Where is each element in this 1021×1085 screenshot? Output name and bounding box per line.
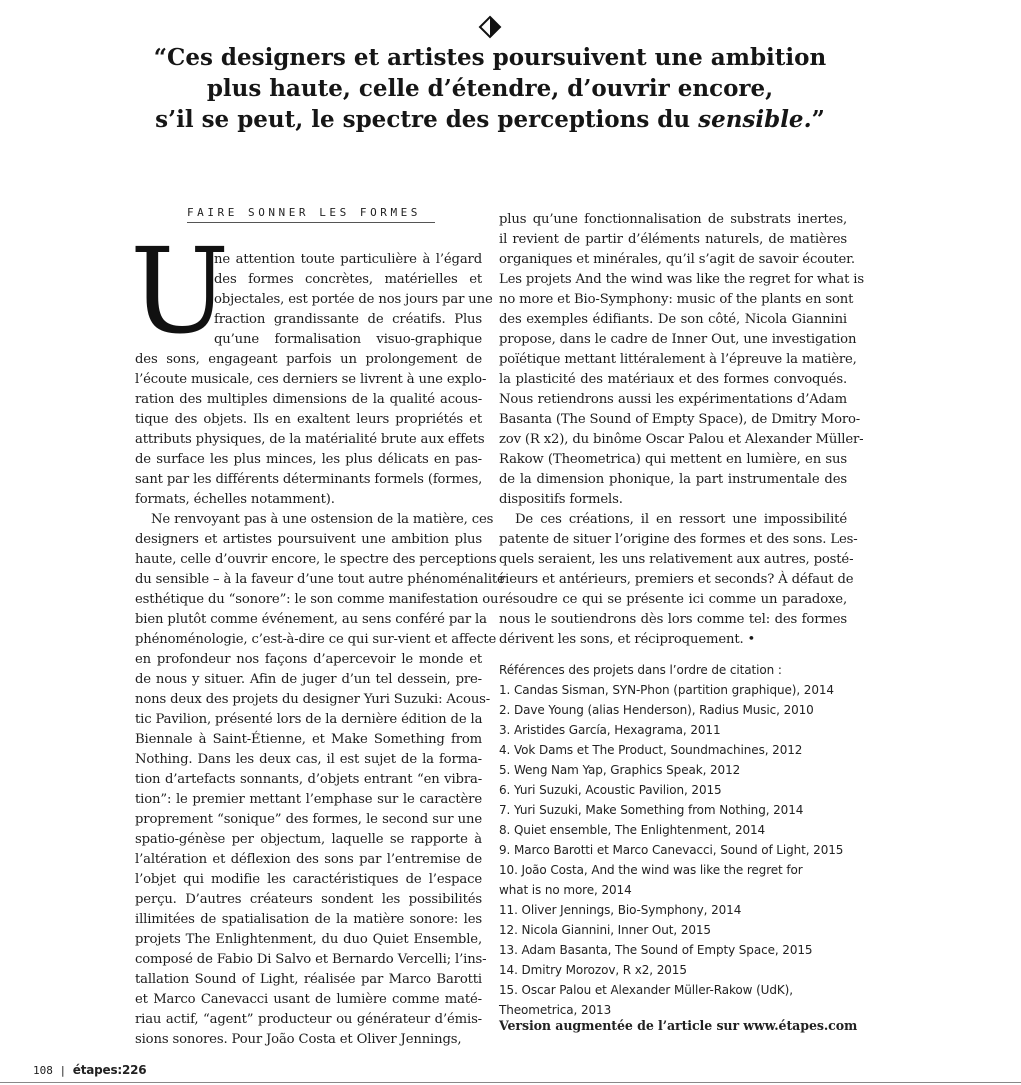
- right_column-line: dispositifs formels.: [499, 492, 623, 507]
- right_column-line: no more et Bio-Symphony: music of the plants en sont: [499, 292, 854, 307]
- left_column-line: l’écoute musicale, ces derniers se livrent à une explo-: [135, 372, 487, 387]
- right_column-line: quels seraient, les uns relativement aux autres, posté-: [499, 552, 854, 567]
- reference-item: 10. João Costa, And the wind was like the regret for: [499, 863, 803, 877]
- left_column-line: composé de Fabio Di Salvo et Bernardo Vercelli; l’ins-: [135, 952, 487, 967]
- drop-cap-letter: U: [130, 222, 230, 360]
- pull-quote-emphasis: sensible.: [698, 106, 812, 133]
- pull-quote-line: “Ces designers et artistes poursuivent une ambition: [153, 44, 827, 71]
- left_column-line: Nothing. Dans les deux cas, il est sujet de la forma-: [135, 752, 482, 767]
- right_column-line: zov (R x2), du binôme Oscar Palou et Alexander Müller-: [499, 432, 864, 447]
- magazine-issue: étapes:226: [72, 1063, 147, 1077]
- left_column-line: sant par les différents déterminants formels (formes,: [135, 472, 483, 487]
- left_column-line: du sensible – à la faveur d’une tout autre phénoménalité: [135, 572, 505, 587]
- right_column-line: dérivent les sons, et réciproquement. •: [499, 632, 756, 647]
- pull-quote: [110, 42, 870, 135]
- left_column-line: qu’une formalisation visuo-graphique: [214, 332, 482, 347]
- left_column-line: tique des objets. Ils en exaltent leurs propriétés et: [135, 412, 482, 427]
- left_column-line: haute, celle d’ouvrir encore, le spectre des perceptions: [135, 552, 497, 567]
- right_column-line: Basanta (The Sound of Empty Space), de Dmitry Moro-: [499, 412, 861, 427]
- reference-item: 4. Vok Dams et The Product, Soundmachines, 2012: [499, 743, 803, 757]
- reference-item: what is no more, 2014: [499, 883, 632, 897]
- left_column-line: de nous y situer. Afin de juger d’un tel dessein, pre-: [135, 672, 482, 687]
- left_column-line: bien plutôt comme événement, au sens conféré par la: [135, 612, 487, 627]
- right_column-line: De ces créations, il en ressort une impossibilité: [515, 512, 847, 527]
- page-footer: [33, 1063, 146, 1077]
- left_column-line: riau actif, “agent” producteur ou générateur d’émis-: [135, 1012, 482, 1027]
- right_column-line: résoudre ce qui se présente ici comme un paradoxe,: [499, 592, 847, 607]
- references-heading: Références des projets dans l’ordre de citation :: [499, 663, 782, 677]
- left_column-line: esthétique du “sonore”: le son comme manifestation ou: [135, 592, 499, 607]
- right_column-line: Les projets And the wind was like the regret for what is: [499, 272, 864, 287]
- left_column-line: proprement “sonique” des formes, le second sur une: [135, 812, 482, 827]
- right_column-line: propose, dans le cadre de Inner Out, une investigation: [499, 332, 857, 347]
- pull-quote-text: s’il se peut, le spectre des perceptions du: [155, 106, 699, 133]
- reference-item: 9. Marco Barotti et Marco Canevacci, Sound of Light, 2015: [499, 843, 844, 857]
- left_column-line: spatio-génèse per objectum, laquelle se rapporte à: [135, 832, 482, 847]
- left_column-line: en profondeur nos façons d’apercevoir le monde et: [135, 652, 482, 667]
- right_column-line: Nous retiendrons aussi les expérimentations d’Adam: [499, 392, 847, 407]
- right_column-line: organiques et minérales, qu’il s’agit de savoir écouter.: [499, 252, 855, 267]
- left_column-line: objectales, est portée de nos jours par une: [214, 292, 493, 307]
- left_column-line: projets The Enlightenment, du duo Quiet Ensemble,: [135, 932, 482, 947]
- footer-separator: |: [59, 1064, 67, 1077]
- section-heading: FAIRE SONNER LES FORMES: [187, 206, 435, 223]
- right_column-line: plus qu’une fonctionnalisation de substrats inertes,: [499, 212, 847, 227]
- left_column-line: Ne renvoyant pas à une ostension de la matière, ces: [151, 512, 494, 527]
- left_column-line: formats, échelles notamment).: [135, 492, 335, 507]
- reference-item: 1. Candas Sisman, SYN-Phon (partition graphique), 2014: [499, 683, 834, 697]
- left_column-line: nons deux des projets du designer Yuri Suzuki: Acous-: [135, 692, 491, 707]
- left_column-line: l’altération et déflexion des sons par l’entremise de: [135, 852, 482, 867]
- reference-item: 5. Weng Nam Yap, Graphics Speak, 2012: [499, 763, 741, 777]
- reference-item: 3. Aristides García, Hexagrama, 2011: [499, 723, 721, 737]
- reference-item: 13. Adam Basanta, The Sound of Empty Space, 2015: [499, 943, 813, 957]
- left_column-line: tic Pavilion, présenté lors de la dernière édition de la: [135, 712, 483, 727]
- reference-item: 8. Quiet ensemble, The Enlightenment, 2014: [499, 823, 766, 837]
- left_column-line: l’objet qui modifie les caractéristiques de l’espace: [135, 872, 482, 887]
- reference-item: 15. Oscar Palou et Alexander Müller-Rakow (UdK),: [499, 983, 793, 997]
- diamond-ornament-icon: [479, 16, 501, 38]
- article-link[interactable]: Version augmentée de l’article sur www.étapes.com: [499, 1018, 858, 1033]
- reference-item: 11. Oliver Jennings, Bio-Symphony, 2014: [499, 903, 742, 917]
- reference-item: 14. Dmitry Morozov, R x2, 2015: [499, 963, 687, 977]
- pull-quote-line: [110, 104, 870, 135]
- right_column-line: la plasticité des matériaux et des formes convoqués.: [499, 372, 847, 387]
- left_column-line: attributs physiques, de la matérialité brute aux effets: [135, 432, 485, 447]
- footer-rule: [0, 1082, 1021, 1083]
- left_column-line: illimitées de spatialisation de la matière sonore: les: [135, 912, 482, 927]
- left_column-line: et Marco Canevacci usant de lumière comme maté-: [135, 992, 482, 1007]
- left_column-line: phénoménologie, c’est-à-dire ce qui sur-vient et affecte: [135, 632, 497, 647]
- left_column-line: fraction grandissante de créatifs. Plus: [214, 312, 482, 327]
- left_column-line: ration des multiples dimensions de la qualité acous-: [135, 392, 482, 407]
- right_column-line: poïétique mettant littéralement à l’épreuve la matière,: [499, 352, 857, 367]
- reference-item: 2. Dave Young (alias Henderson), Radius Music, 2010: [499, 703, 814, 717]
- page-number: 108: [33, 1064, 53, 1077]
- right_column-line: de la dimension phonique, la part instrumentale des: [499, 472, 847, 487]
- right_column-line: patente de situer l’origine des formes et des sons. Les-: [499, 532, 858, 547]
- right_column-line: Rakow (Theometrica) qui mettent en lumière, en sus: [499, 452, 847, 467]
- reference-item: 6. Yuri Suzuki, Acoustic Pavilion, 2015: [499, 783, 722, 797]
- left_column-line: designers et artistes poursuivent une ambition plus: [135, 532, 482, 547]
- right_column-line: il revient de partir d’éléments naturels, de matières: [499, 232, 847, 247]
- reference-item: 12. Nicola Giannini, Inner Out, 2015: [499, 923, 711, 937]
- reference-item: Theometrica, 2013: [499, 1003, 612, 1017]
- left_column-line: des sons, engageant parfois un prolongement de: [135, 352, 482, 367]
- left_column-line: des formes concrètes, matérielles et: [214, 272, 482, 287]
- left_column-line: sions sonores. Pour João Costa et Oliver Jennings,: [135, 1032, 462, 1047]
- left_column-line: tion d’artefacts sonnants, d’objets entrant “en vibra-: [135, 772, 482, 787]
- reference-item: 7. Yuri Suzuki, Make Something from Nothing, 2014: [499, 803, 804, 817]
- left_column-line: perçu. D’autres créateurs sondent les possibilités: [135, 892, 482, 907]
- pull-quote-line: plus haute, celle d’étendre, d’ouvrir encore,: [206, 75, 774, 102]
- pull-quote-close: ”: [811, 106, 825, 133]
- right_column-line: des exemples édifiants. De son côté, Nicola Giannini: [499, 312, 847, 327]
- right_column-line: rieurs et antérieurs, premiers et seconds? À défaut de: [499, 572, 854, 587]
- right_column-line: nous le soutiendrons dès lors comme tel: des formes: [499, 612, 847, 627]
- left_column-line: Biennale à Saint-Étienne, et Make Something from: [135, 732, 482, 747]
- left_column-line: ne attention toute particulière à l’égard: [214, 252, 482, 267]
- left_column-line: de surface les plus minces, les plus délicats en pas-: [135, 452, 482, 467]
- left_column-line: tion”: le premier mettant l’emphase sur le caractère: [135, 792, 482, 807]
- left_column-line: tallation Sound of Light, réalisée par Marco Barotti: [135, 972, 482, 987]
- drop-cap: [130, 222, 230, 360]
